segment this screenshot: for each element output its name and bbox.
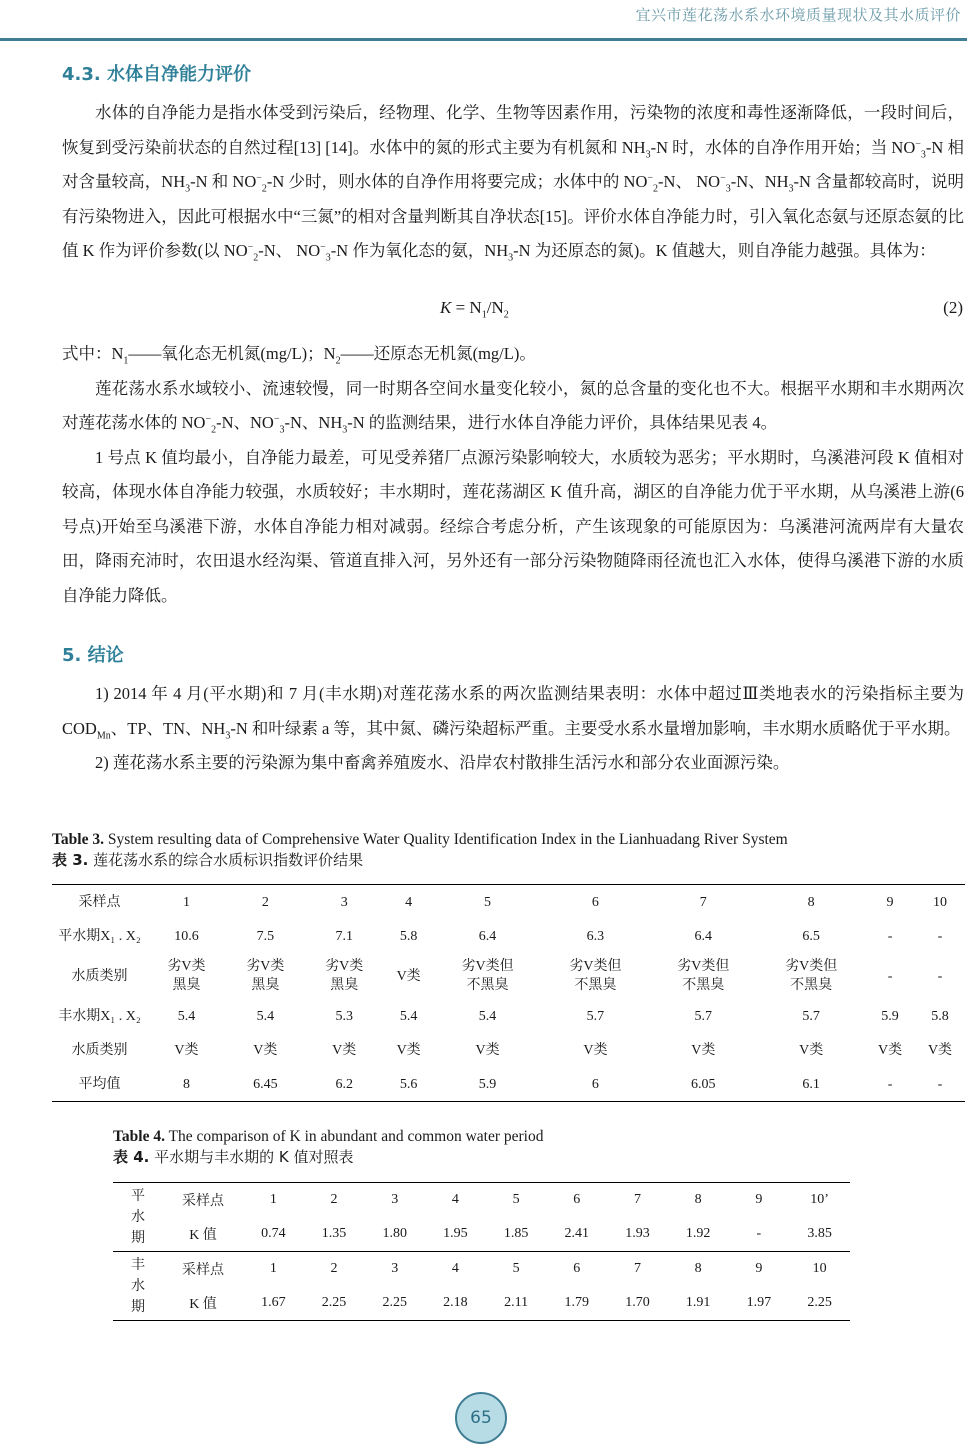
table3-row-header: 水质类别 <box>71 968 128 984</box>
table4-k-cell: 1.67 <box>261 1295 286 1310</box>
conclusion-2: 2) 莲花荡水系主要的污染源为集中畜禽养殖废水、沿岸农村散排生活污水和部分农业面源污染。 <box>95 753 790 772</box>
table3-cell: 4 <box>405 894 413 910</box>
table4-period-label: 丰 水 期 <box>113 1252 163 1321</box>
table4-k-cell: 1.79 <box>564 1295 590 1310</box>
table4-row-header: K 值 <box>189 1297 217 1312</box>
table3-cell: 劣V类 黑臭 <box>246 959 285 993</box>
table3-cell: 6.4 <box>478 928 497 944</box>
table4-row-header: K 值 <box>189 1228 217 1243</box>
table4-k-cell: 3.85 <box>807 1226 832 1241</box>
table4 <box>113 1182 850 1321</box>
table3-cell: V类 <box>583 1042 608 1058</box>
table4-site-cell: 7 <box>633 1192 641 1207</box>
table3-row-header: 平均值 <box>78 1076 121 1092</box>
table3-row <box>52 919 965 953</box>
table3-cell: - <box>937 968 943 984</box>
table3-cell: V类 <box>799 1042 824 1058</box>
table3-cell: 劣V类但 不黑臭 <box>677 959 730 993</box>
table3-row <box>52 1067 965 1102</box>
table4-site-cell: 2 <box>330 1192 338 1207</box>
table3-row-header: 采样点 <box>78 894 121 910</box>
table4-sites-row <box>113 1183 850 1218</box>
table4-site-cell: 4 <box>451 1192 459 1207</box>
table3-cell: 5.4 <box>177 1008 196 1024</box>
table4-k-cell: 1.35 <box>321 1226 347 1241</box>
table3-cell: 1 <box>182 894 190 910</box>
table3-cell: - <box>887 928 893 944</box>
table4-k-cell: 2.11 <box>504 1295 529 1310</box>
section-5-body <box>62 677 964 781</box>
paragraph-monitoring: 莲花荡水系水域较小、流速较慢，同一时期各空间水量变化较小，氮的总含量的变化也不大。根据平水期和丰水期两次对莲花荡水体的 $NO^-_2-N$、$NO^-_3-N$、$NH_3-N$ 的监测结果，进行水体自净能力评价，具体结果见表 4。 <box>62 378 964 436</box>
table4-site-cell: 7 <box>607 1252 668 1287</box>
table4-k-cell: 2.25 <box>321 1295 347 1310</box>
table3-cell: - <box>887 968 893 984</box>
table3-row <box>52 885 965 920</box>
table3 <box>52 884 965 1102</box>
equation-number: (2) <box>943 298 963 317</box>
table3-cell: V类 <box>475 1042 500 1058</box>
table3-cell: 2 <box>261 894 269 910</box>
table3-cell: 5.3 <box>335 1008 353 1024</box>
section-4-3-body-2 <box>62 337 964 613</box>
table3-cell: V类 <box>396 968 421 984</box>
table3-row <box>52 1033 965 1067</box>
table4-k-cell: - <box>756 1226 762 1241</box>
table4-site-cell: 10’ <box>810 1192 829 1207</box>
page-number-badge: 65 <box>455 1392 507 1444</box>
table4-period-label: 平 水 期 <box>131 1188 145 1246</box>
paragraph-k-analysis: 1 号点 K 值均最小，自净能力最差，可见受养猪厂点源污染影响较大，水质较为恶劣；平水期时，乌溪港河段 K 值相对较高，体现水体自净能力较强，水质较好；丰水期时，莲花荡湖区 K 值升高，湖区的自净能力优于平水期，从乌溪港上游(6 号点)开始至乌溪港下游，水体自净能力相对减弱。经综合考虑分析，产生该现象的可能原因为：乌溪港河流两岸有大量农田，降雨充沛时，农田退水经沟渠、管道直排入河，另外还有一部分污染物随降雨径流也汇入水体，使得乌溪港下游的水质自净能力降低。 <box>62 447 964 605</box>
table4-k-row <box>113 1217 850 1252</box>
table3-cell: 6.2 <box>335 1076 353 1092</box>
table3-cell: V类 <box>332 1042 357 1058</box>
table3-cell: 5.4 <box>399 1008 418 1024</box>
table3-cell: 6 <box>591 1076 599 1092</box>
table3-cell: V类 <box>396 1042 421 1058</box>
table3-cell: 劣V类 黑臭 <box>167 959 206 993</box>
equation-k: $K = N_1/N_2$ <box>440 298 509 321</box>
table4-k-cell: 2.41 <box>564 1226 590 1241</box>
table3-cell: 5.6 <box>399 1076 418 1092</box>
table4-site-cell: 1 <box>269 1192 277 1207</box>
table3-cell: V类 <box>927 1042 953 1058</box>
table3-cell: 6.4 <box>694 928 713 944</box>
table3-cell: - <box>887 1076 893 1092</box>
table4-k-cell: 0.74 <box>261 1226 286 1241</box>
section-4-3-body <box>62 96 964 269</box>
table3-cell: 8 <box>807 894 815 910</box>
table4-k-cell: 2.25 <box>807 1295 832 1310</box>
section-heading-5: 5. 结论 <box>62 645 124 666</box>
header-rule <box>0 38 967 41</box>
table3-row <box>52 999 965 1033</box>
table4-site-cell: 8 <box>668 1252 729 1287</box>
table4-site-cell: 9 <box>729 1252 790 1287</box>
table3-cell: 5.4 <box>256 1008 275 1024</box>
table3-cell: 6.5 <box>802 928 820 944</box>
table4-site-cell: 1 <box>243 1252 304 1287</box>
table3-row-header: 丰水期X₁ . X₂ <box>58 1008 141 1024</box>
table3-cell: 10.6 <box>174 928 199 944</box>
table3-cell: 劣V类但 不黑臭 <box>785 959 838 993</box>
table3-cell: - <box>937 928 943 944</box>
table4-site-cell: 5 <box>512 1192 520 1207</box>
table3-cell: V类 <box>877 1042 903 1058</box>
table3-cell: V类 <box>691 1042 716 1058</box>
table4-site-cell: 6 <box>546 1252 607 1287</box>
table3-cell: 劣V类但 不黑臭 <box>461 959 514 993</box>
table3-cell: 5.8 <box>399 928 418 944</box>
table3-cell: - <box>937 1076 943 1092</box>
table4-row-header: 采样点 <box>182 1194 224 1209</box>
table3-cell: V类 <box>174 1042 199 1058</box>
table4-site-cell: 4 <box>425 1252 486 1287</box>
table4-k-cell: 1.91 <box>685 1295 711 1310</box>
table3-cell: 7.5 <box>256 928 275 944</box>
equation-legend: 式中：$N_1——$氧化态无机氮(mg/L)；$N_2——$还原态无机氮(mg/L)。 <box>62 344 536 367</box>
paragraph-self-purification: 水体的自净能力是指水体受到污染后，经物理、化学、生物等因素作用，污染物的浓度和毒性逐渐降低，一段时间后，恢复到受污染前状态的自然过程[13] [14]。水体中的氮的形式主要为有机氮和 $NH_3-N$ 时，水体的自净作用开始；当 $NO^-_3-N$ 相对含量较高，$NH_3-N$ 和 $NO^-_2-N$ 少时，则水体的自净作用将要完成；水体中的 $NO^-_2-N$、 $NO^-_3-N$、$NH_3-N$ 含量都较高时，说明有污染物进入，因此可根据水中“三氮”的相对含量判断其自净状态[15]。评价水体自净能力时，引入氧化态氨与还原态氨的比值 K 作为评价参数(以 $NO^-_2-N$、 $NO^-_3-N$ 作为氧化态的氨，$NH_3-N$ 为还原态的氮)。K 值越大，则自净能力越强。具体为： <box>62 103 964 264</box>
conclusion-1: 1) 2014 年 4 月(平水期)和 7 月(丰水期)对莲花荡水系的两次监测结果表明：水体中超过Ⅲ类地表水的污染指标主要为 $COD_{Mn}$、TP、TN、$NH_3-N$ 和叶绿素 a 等，其中氮、磷污染超标严重。主要受水系水量增加影响，丰水期水质略优于平水期。 <box>62 684 964 741</box>
section-heading-4-3: 4.3. 水体自净能力评价 <box>62 64 251 85</box>
table4-site-cell: 5 <box>486 1252 547 1287</box>
table3-cell: 6.1 <box>802 1076 820 1092</box>
table3-cell: 6 <box>591 894 599 910</box>
table4-k-cell: 1.97 <box>746 1295 772 1310</box>
table3-row-header: 平水期X₁ . X₂ <box>58 928 141 944</box>
table4-site-cell: 10 <box>789 1252 850 1287</box>
table4-k-cell: 1.70 <box>625 1295 650 1310</box>
table3-cell: 劣V类但 不黑臭 <box>569 959 622 993</box>
table3-cell: 7 <box>699 894 707 910</box>
table4-k-cell: 1.93 <box>625 1226 650 1241</box>
table4-site-cell: 8 <box>694 1192 702 1207</box>
table4-site-cell: 3 <box>391 1192 399 1207</box>
table3-cell: 5.7 <box>586 1008 605 1024</box>
table4-k-cell: 2.25 <box>382 1295 407 1310</box>
table3-cell: 5.8 <box>931 1008 949 1024</box>
table4-caption: Table 4. The comparison of K in abundant and common water period 表 4. 平水期与丰水期的 K 值对照表 <box>113 1128 544 1166</box>
table3-cell: V类 <box>253 1042 278 1058</box>
table3-cell: 5.7 <box>802 1008 820 1024</box>
table3-row-header: 水质类别 <box>71 1042 128 1058</box>
table3-cell: 6.3 <box>586 928 605 944</box>
table4-k-cell: 1.80 <box>382 1226 407 1241</box>
table3-caption: Table 3. System resulting data of Comprehensive Water Quality Identification Index in the Lianhuadang River System 表 3. 莲花荡水系的综合水质标识指数评价结果 <box>52 831 788 869</box>
table3-cell: 5.4 <box>478 1008 497 1024</box>
table3-cell: 7.1 <box>335 928 353 944</box>
table3-cell: 6.05 <box>691 1076 716 1092</box>
table3-cell: 劣V类 黑臭 <box>325 959 364 993</box>
table3-cell: 5 <box>484 894 492 910</box>
table3-row <box>52 953 965 999</box>
table4-k-cell: 1.85 <box>503 1226 529 1241</box>
table3-cell: 6.45 <box>253 1076 278 1092</box>
table4-sites-row <box>113 1252 850 1287</box>
table3-cell: 5.9 <box>881 1008 899 1024</box>
table3-cell: 10 <box>933 894 947 910</box>
table4-site-cell: 6 <box>573 1192 581 1207</box>
running-title: 宜兴市莲花荡水系水环境质量现状及其水质评价 <box>635 6 961 24</box>
table3-cell: 9 <box>886 894 894 910</box>
table4-site-cell: 3 <box>364 1252 425 1287</box>
table3-cell: 3 <box>340 894 348 910</box>
table4-site-cell: 9 <box>755 1192 763 1207</box>
table4-site-cell: 2 <box>304 1252 365 1287</box>
table4-row-header: 采样点 <box>163 1252 243 1287</box>
table4-k-cell: 2.18 <box>443 1295 468 1310</box>
table3-cell: 5.7 <box>694 1008 713 1024</box>
table4-k-cell: 1.92 <box>685 1226 711 1241</box>
table4-k-cell: 1.95 <box>443 1226 468 1241</box>
table3-cell: 8 <box>182 1076 190 1092</box>
table4-k-row <box>113 1286 850 1321</box>
table3-cell: 5.9 <box>478 1076 497 1092</box>
